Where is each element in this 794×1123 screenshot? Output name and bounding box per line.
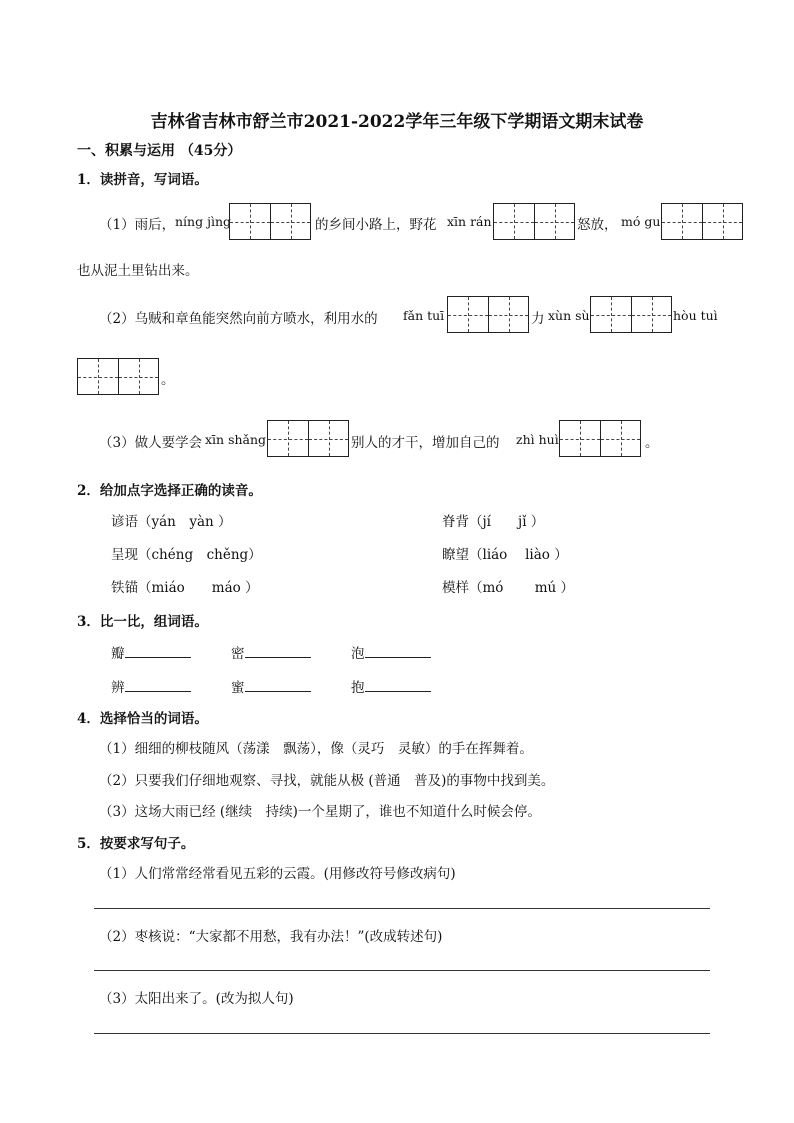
q1-p3-text-b: 别人的才干，增加自己的 (351, 435, 500, 451)
blank-line (365, 676, 431, 692)
q1-p1-text-b: 的乡间小路上，野花 (315, 217, 437, 233)
blank-line (245, 642, 311, 658)
section-heading: 一、积累与运用 （45分） (77, 143, 242, 159)
q1-p3-text-a: （3）做人要学会 (99, 435, 203, 451)
q1-p1-text-a: （1）雨后， (99, 217, 176, 233)
q1-p1-box-1[interactable] (229, 203, 311, 240)
q4-item: （1）细细的柳枝随风（荡漾 飘荡），像（灵巧 灵敏）的手在挥舞着。 (99, 741, 533, 757)
answer-line[interactable] (94, 908, 710, 909)
blank-line (125, 642, 191, 658)
q1-p3-pinyin-2: zhì huì (516, 432, 559, 447)
q2-item: 瞭望（liáo liào ） (442, 547, 568, 563)
q1-p3-pinyin-1: xīn shǎng (205, 432, 267, 447)
q1-p2-box-3[interactable] (77, 358, 159, 395)
q1-p2-pinyin-1: fǎn tuī (403, 308, 445, 323)
q1-p2-pinyin-3: hòu tuì (673, 308, 718, 323)
q2-item: 谚语（yán yàn ） (111, 514, 232, 530)
q2-stem: 2．给加点字选择正确的读音。 (77, 483, 262, 499)
q5-stem: 5．按要求写句子。 (77, 836, 195, 852)
q2-item: 呈现（chéng chěng） (111, 547, 262, 563)
q2-item: 模样（mó mú ） (442, 580, 575, 596)
q4-stem: 4．选择恰当的词语。 (77, 711, 208, 727)
q1-p2-end: 。 (161, 372, 175, 388)
blank-line (245, 676, 311, 692)
q5-item: （3）太阳出来了。(改为拟人句) (99, 991, 294, 1007)
q1-p1-box-3[interactable] (661, 203, 743, 240)
q1-p1-pinyin-1: níng jìng (175, 214, 231, 229)
q5-item: （2）枣核说：“大家都不用愁，我有办法！”(改成转述句) (99, 929, 443, 945)
q1-p1-text-d: 也从泥土里钻出来。 (77, 263, 199, 279)
page-title: 吉林省吉林市舒兰市2021-2022学年三年级下学期语文期末试卷 (150, 112, 644, 132)
blank-line (365, 642, 431, 658)
q4-item: （2）只要我们仔细地观察、寻找，就能从极 (普通 普及)的事物中找到美。 (99, 773, 555, 789)
q1-p3-box-1[interactable] (267, 420, 349, 457)
q3-stem: 3．比一比，组词语。 (77, 614, 208, 630)
q1-p2-text-b: 力 (531, 311, 545, 327)
q1-p2-box-1[interactable] (447, 296, 529, 333)
q3-word-blank[interactable]: 蜜 (231, 676, 311, 696)
q3-word-blank[interactable]: 瓣 (111, 642, 191, 662)
q1-stem: 1．读拼音，写词语。 (77, 172, 208, 188)
q1-p3-end: 。 (645, 435, 659, 451)
q1-p1-pinyin-2: xīn rán (447, 214, 492, 229)
q1-p2-box-2[interactable] (590, 296, 672, 333)
q3-word-blank[interactable]: 密 (231, 642, 311, 662)
blank-line (125, 676, 191, 692)
q1-p2-pinyin-2: xùn sù (548, 308, 590, 323)
q1-p1-pinyin-3: mó gu (621, 214, 661, 229)
q3-word-blank[interactable]: 泡 (351, 642, 431, 662)
q1-p3-box-2[interactable] (559, 420, 641, 457)
q1-p2-text-a: （2）乌贼和章鱼能突然向前方喷水，利用水的 (99, 311, 378, 327)
q1-p1-box-2[interactable] (493, 203, 575, 240)
q5-item: （1）人们常常经常看见五彩的云霞。(用修改符号修改病句) (99, 866, 456, 882)
q2-item: 脊背（jí jǐ ） (442, 514, 545, 530)
q1-p1-text-c: 怒放， (577, 217, 618, 233)
q2-item: 铁锚（miáo máo ） (111, 580, 259, 596)
q3-word-blank[interactable]: 辨 (111, 676, 191, 696)
answer-line[interactable] (94, 1033, 710, 1034)
answer-line[interactable] (94, 970, 710, 971)
q4-item: （3）这场大雨已经 (继续 持续)一个星期了，谁也不知道什么时候会停。 (99, 804, 541, 820)
q3-word-blank[interactable]: 抱 (351, 676, 431, 696)
